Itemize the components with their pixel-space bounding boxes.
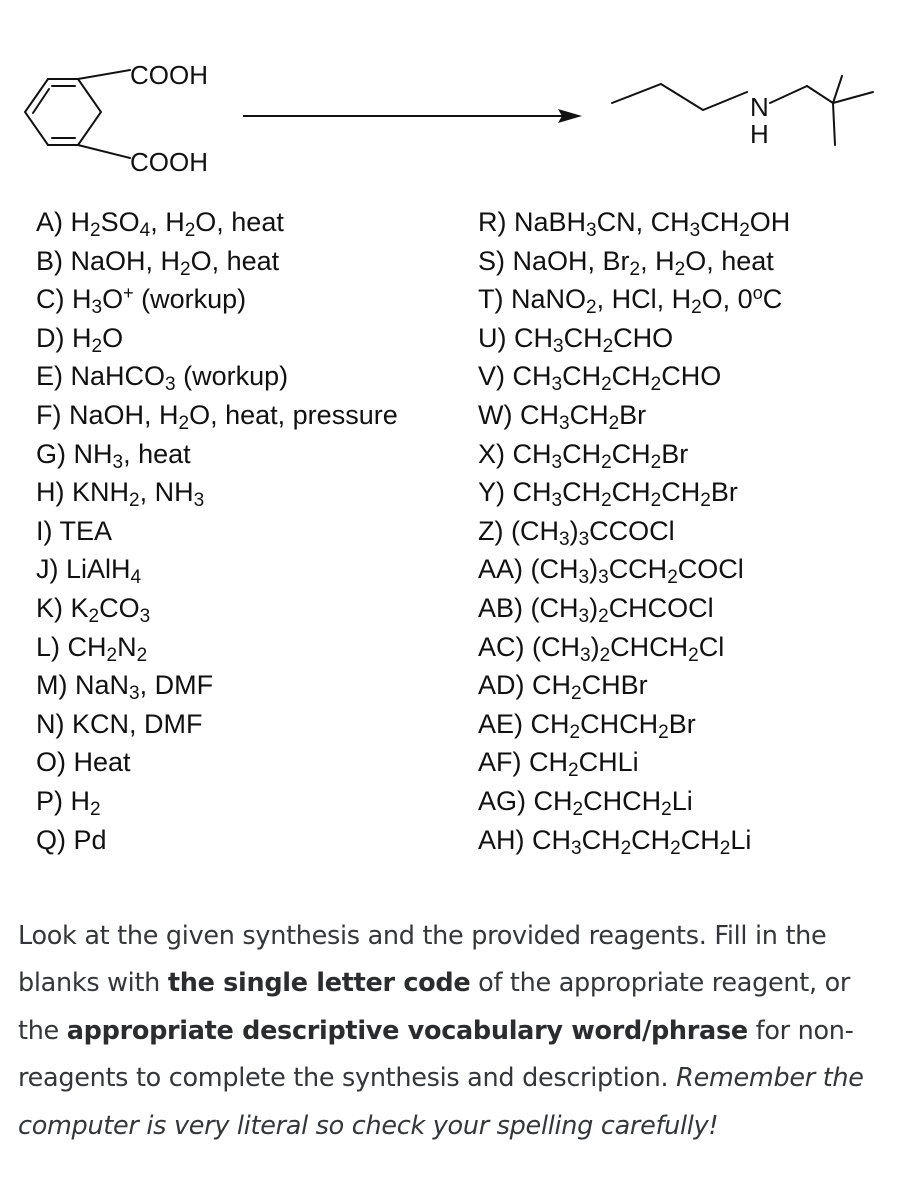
reagent-option-z [478,512,790,551]
reagent-code: D) [36,322,65,353]
reagent-option-y [478,473,790,512]
reagent-formula: Pd [73,824,107,855]
reagent-option-c [36,280,398,319]
reagent-option-w [478,396,790,435]
reagent-option-a [36,203,398,242]
tert-butyl-methyl-up [833,76,842,103]
reagent-formula: $CH_2N_2$ [67,631,148,666]
reagent-option-r [478,203,790,242]
emphasis-text: appropriate descriptive vocabulary word/phrase [66,1015,748,1046]
reagent-formula: $CH_3CH_2CH_2CHO$ [512,361,722,396]
reagent-formula: $CH_2CHCH_2Li$ [533,785,693,820]
tert-butyl-methyl-down [833,103,835,145]
reagent-option-ah [478,821,790,860]
reagent-formula: $H_2$ [70,785,101,820]
reagent-formula: $(CH_3)_2CHCH_2Cl$ [532,631,725,666]
reagent-option-f [36,396,398,435]
reagent-code: I) [36,515,53,546]
reagent-formula: $H_2O$ [72,322,124,357]
instruction-text: of the appropriate reagent, or the [18,968,851,1046]
reagent-option-s [478,242,790,281]
reagent-formula: NaOH, $Br_2$, $H_2O$, heat [512,245,774,280]
reminder-text: Remember the computer is very literal so check your spelling carefully! [18,1063,864,1141]
amine-nitrogen-label: N [750,92,769,122]
reagent-option-j [36,550,398,589]
reagent-code: R) [478,207,507,237]
reagent-formula: LiAlH$_4$ [66,554,142,589]
question-instructions [18,913,893,1151]
reagent-code: K) [36,592,63,623]
reagent-code: A) [36,207,63,237]
reagent-option-m [36,666,398,705]
reagent-formula: $KNH_2$, $NH_3$ [72,477,205,512]
reagent-code: AA) [478,554,524,585]
reagent-code: O) [36,747,66,778]
reagent-code: AB) [478,592,524,623]
reagent-code: Q) [36,824,66,855]
reagent-option-af [478,743,790,782]
reagent-option-ab [478,589,790,628]
reagent-code: AD) [478,670,525,701]
reagent-list-left [36,203,398,859]
reagent-code: L) [36,631,61,662]
reagent-formula: NaN$_3$, DMF [75,670,214,705]
tert-butyl-methyl-right [833,92,873,103]
reagent-formula: $K_2CO_3$ [70,592,151,627]
reactant-phthalic-acid [25,70,130,158]
reagent-formula: $CH_3CH_2CHO$ [514,322,674,357]
amine-hydrogen-label: H [750,119,769,149]
reagent-code: Z) [478,515,504,546]
reagent-option-aa [478,550,790,589]
reagent-option-q [36,821,398,860]
benzene-ring [25,79,101,145]
reagent-option-h [36,473,398,512]
reagent-option-e [36,357,398,396]
reagent-code: N) [36,708,65,739]
reagent-option-b [36,242,398,281]
reagent-code: X) [478,438,505,469]
reagent-code: P) [36,785,63,816]
emphasis-text: the single letter code [167,968,471,998]
reagent-code: G) [36,438,66,469]
reagent-option-g [36,435,398,474]
instruction-text: Look at the given synthesis and the provided reagents. Fill in the blanks with [18,920,827,998]
synthesis-scheme [0,0,910,200]
reagent-option-k [36,589,398,628]
reagent-option-ae [478,705,790,744]
reagent-formula: $(CH_3)_3CCOCl$ [511,515,675,550]
reagent-option-ad [478,666,790,705]
reaction-arrow [243,109,582,123]
reagent-option-t [478,280,790,319]
reagent-code: Y) [478,477,505,508]
reagent-code: H) [36,477,65,508]
reagent-option-d [36,319,398,358]
reagent-formula: $H_2SO_4$, $H_2O$, heat [70,207,284,241]
reagent-formula: $CH_2CHLi$ [529,747,639,782]
reagent-code: F) [36,399,62,430]
reagent-code: C) [36,284,65,315]
reagent-code: AE) [478,708,524,739]
reagent-formula: $NH_3$, heat [73,438,191,473]
reagent-formula: NaOH, $H_2O$, heat, pressure [69,399,398,434]
reagent-option-i [36,512,398,551]
bottom-cooh-label: COOH [130,147,208,177]
reagent-formula: NaHCO$_3$ (workup) [70,361,289,396]
reagent-option-ag [478,782,790,821]
reagent-formula: $CH_3CH_2CH_2CH_2Br$ [512,477,738,512]
reagent-option-n [36,705,398,744]
butyl-chain [612,84,747,110]
reagent-formula: $CH_3CH_2CH_2Br$ [512,438,689,473]
reagent-code: AF) [478,747,522,778]
reagent-list-right [478,203,790,859]
reagent-code: B) [36,245,63,276]
instruction-text: for non-reagents to complete the synthesis and description. [18,1015,854,1093]
bond-to-bottom-cooh [78,145,130,158]
bond-to-top-cooh [78,70,130,79]
reagent-formula: $CH_3CH_2Br$ [520,399,647,434]
reagent-formula: $CH_3CH_2CH_2CH_2Li$ [532,824,752,859]
reagent-code: AH) [478,824,525,855]
reagent-formula: $H_3O^+$ (workup) [72,283,247,319]
reagent-code: AG) [478,785,527,816]
reagent-option-v [478,357,790,396]
reagent-code: AC) [478,631,525,662]
reagent-code: U) [478,322,507,353]
reagent-formula: NaOH, $H_2O$, heat [70,245,280,280]
reagent-code: M) [36,670,68,701]
reagent-option-u [478,319,790,358]
reagent-code: S) [478,245,505,276]
reagent-code: E) [36,361,63,392]
reagent-code: J) [36,554,59,585]
reagent-option-l [36,628,398,667]
reagent-formula: KCN, DMF [72,708,203,739]
top-cooh-label: COOH [130,60,208,90]
reagent-option-ac [478,628,790,667]
product-secondary-amine [612,76,873,145]
reagent-option-p [36,782,398,821]
reagent-formula: $(CH_3)_3CCH_2COCl$ [530,554,744,589]
reagent-formula: TEA [59,515,113,546]
reagent-formula: $(CH_3)_2CHCOCl$ [530,592,714,627]
reagent-code: T) [478,284,504,315]
reagent-formula: NaBH$_3$CN, $CH_3CH_2OH$ [514,207,791,241]
reagent-option-x [478,435,790,474]
reagent-formula: $CH_2CHBr$ [532,670,648,705]
reagent-formula: Heat [73,747,131,778]
reagent-code: V) [478,361,505,392]
reagent-code: W) [478,399,513,430]
reagent-formula: $CH_2CHCH_2Br$ [530,708,696,743]
reagent-option-o [36,743,398,782]
reagent-formula: NaNO$_2$, HCl, $H_2O$, 0$^o$C [511,283,783,319]
